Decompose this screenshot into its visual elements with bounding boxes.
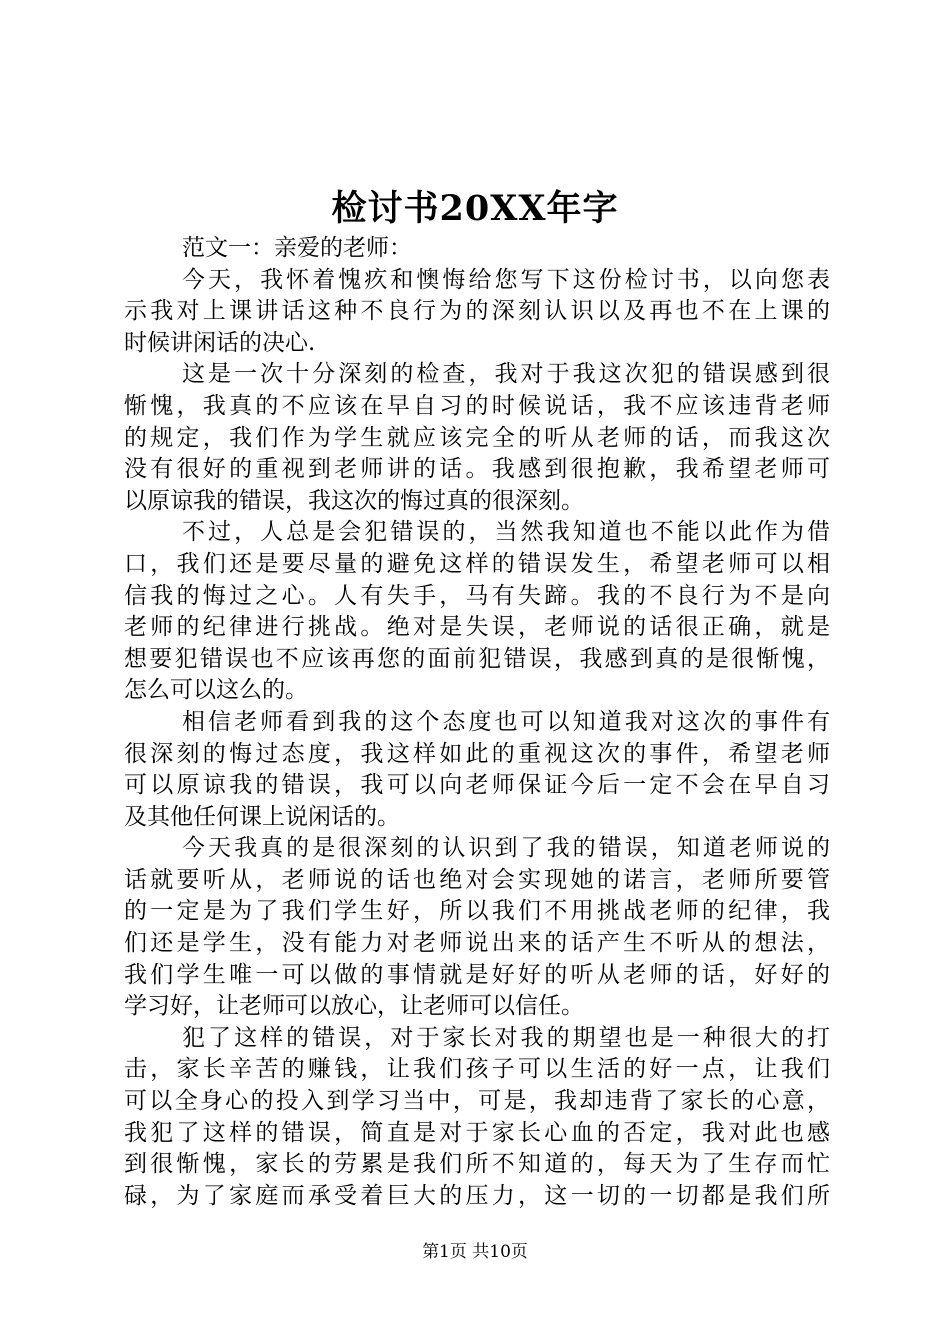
text-line: 今天，我怀着愧疚和懊悔给您写下这份检讨书，以向您表 bbox=[182, 266, 830, 293]
text-line: 击，家长辛苦的赚钱，让我们孩子可以生活的好一点，让我们 bbox=[124, 1056, 830, 1083]
text-line: 范文一：亲爱的老师： bbox=[182, 235, 412, 261]
text-line: 很深刻的悔过态度，我这样如此的重视这次的事件，希望老师 bbox=[124, 740, 830, 767]
text-line: 今天我真的是很深刻的认识到了我的错误，知道老师说的 bbox=[182, 835, 830, 862]
text-line: 时候讲闲话的决心. bbox=[124, 329, 316, 356]
text-line: 碌，为了家庭而承受着巨大的压力，这一切的一切都是我们所 bbox=[124, 1182, 830, 1209]
text-line: 信我的悔过之心。人有失手，马有失蹄。我的不良行为不是向 bbox=[124, 582, 830, 609]
text-line: 的规定，我们作为学生就应该完全的听从老师的话，而我这次 bbox=[124, 424, 830, 451]
text-line: 可以原谅我的错误，我可以向老师保证今后一定不会在早自习 bbox=[124, 772, 830, 799]
text-line: 不过，人总是会犯错误的，当然我知道也不能以此作为借 bbox=[182, 519, 830, 546]
text-line: 及其他任何课上说闲话的。 bbox=[124, 803, 400, 830]
text-line: 口，我们还是要尽量的避免这样的错误发生，希望老师可以相 bbox=[124, 550, 830, 577]
text-line: 想要犯错误也不应该再您的面前犯错误，我感到真的是很惭愧， bbox=[124, 645, 830, 672]
text-line: 可以全身心的投入到学习当中，可是，我却违背了家长的心意， bbox=[124, 1088, 830, 1115]
text-line: 怎么可以这么的。 bbox=[124, 677, 308, 704]
page-footer: 第1页 共10页 bbox=[422, 1242, 528, 1262]
text-line: 犯了这样的错误，对于家长对我的期望也是一种很大的打 bbox=[182, 1024, 830, 1051]
text-line: 的一定是为了我们学生好，所以我们不用挑战老师的纪律，我 bbox=[124, 898, 830, 925]
text-line: 这是一次十分深刻的检查，我对于我这次犯的错误感到很 bbox=[182, 361, 830, 388]
text-line: 我犯了这样的错误，简直是对于家长心血的否定，我对此也感 bbox=[124, 1119, 830, 1146]
text-line: 到很惭愧，家长的劳累是我们所不知道的，每天为了生存而忙 bbox=[124, 1151, 830, 1178]
text-line: 我们学生唯一可以做的事情就是好好的听从老师的话，好好的 bbox=[124, 961, 830, 988]
text-line: 以原谅我的错误，我这次的悔过真的很深刻。 bbox=[124, 487, 584, 514]
document-body bbox=[124, 233, 830, 1212]
text-line: 示我对上课讲话这种不良行为的深刻认识以及再也不在上课的 bbox=[124, 298, 830, 325]
text-line: 话就要听从，老师说的话也绝对会实现她的诺言，老师所要管 bbox=[124, 866, 830, 893]
text-line: 学习好，让老师可以放心，让老师可以信任。 bbox=[124, 993, 584, 1020]
text-line: 没有很好的重视到老师讲的话。我感到很抱歉，我希望老师可 bbox=[124, 456, 830, 483]
text-line: 老师的纪律进行挑战。绝对是失误，老师说的话很正确，就是 bbox=[124, 614, 830, 641]
text-line: 们还是学生，没有能力对老师说出来的话产生不听从的想法， bbox=[124, 930, 830, 957]
text-line: 相信老师看到我的这个态度也可以知道我对这次的事件有 bbox=[182, 708, 830, 735]
document-title: 检讨书20XX年字 bbox=[331, 188, 619, 229]
text-line: 惭愧，我真的不应该在早自习的时候说话，我不应该违背老师 bbox=[124, 392, 830, 419]
